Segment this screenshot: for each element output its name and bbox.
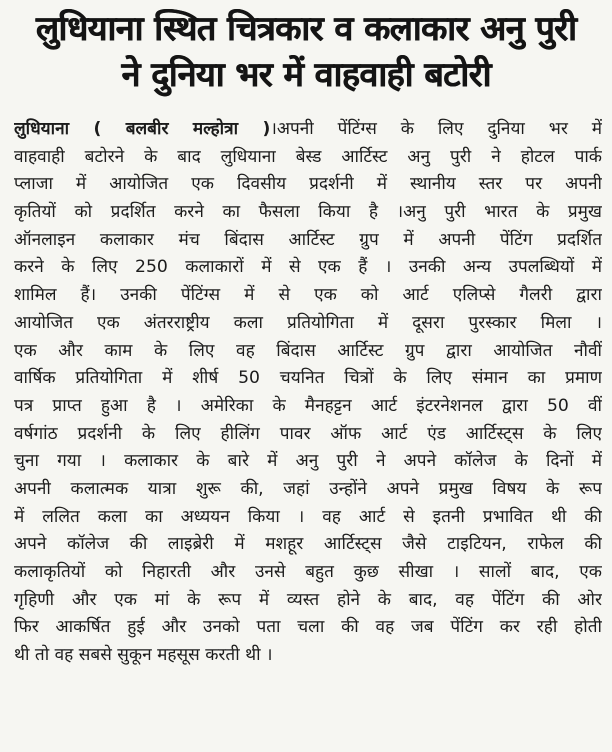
headline-line-1: लुधियाना स्थित चित्रकार व कलाकार अनु पुरी [35, 9, 577, 49]
article-line: कृतियों को प्रदर्शित करने का फैसला किया है ।अनु पुरी भारत के प्रमुख [14, 202, 602, 223]
headline-line-2: ने दुनिया भर में वाहवाही बटोरी [121, 55, 491, 95]
article-line: अपने कॉलेज की लाइब्रेरी में मशहूर आर्टिस्ट्स जैसे टाइटियन, राफेल की [14, 534, 602, 555]
article-body [14, 116, 602, 670]
article-line: एक और काम के लिए वह बिंदास आर्टिस्ट ग्रुप द्वारा आयोजित नौवीं [14, 340, 602, 361]
article-line: वर्षगांठ प्रदर्शनी के लिए हीलिंग पावर ऑफ आर्ट एंड आर्टिस्ट्स के लिए [14, 423, 602, 444]
article-line: शामिल हैं। उनकी पेंटिंग्स में से एक को आर्ट एलिप्से गैलरी द्वारा [14, 285, 602, 306]
article-line [14, 116, 602, 144]
article-line-last: थी तो वह सबसे सुकून महसूस करती थी । [14, 645, 273, 666]
article-line: कलाकृतियों को निहारती और उनसे बहुत कुछ सीखा । सालों बाद, एक [14, 562, 602, 582]
article-line: प्लाजा में आयोजित एक दिवसीय प्रदर्शनी में स्थानीय स्तर पर अपनी [14, 174, 602, 195]
article-line: पत्र प्राप्त हुआ है । अमेरिका के मैनहट्टन आर्ट इंटरनेशनल द्वारा 50 वीं [14, 395, 602, 416]
article-line: करने के लिए 250 कलाकारों में से एक हैं । उनकी अन्य उपलब्धियों में [14, 257, 602, 278]
headline [10, 6, 602, 106]
article-line: में ललित कला का अध्ययन किया । वह आर्ट से इतनी प्रभावित थी की [14, 506, 602, 527]
article-line: अपनी कलात्मक यात्रा शुरू की, जहां उन्होंने अपने प्रमुख विषय के रूप [14, 478, 602, 499]
article-line: वार्षिक प्रतियोगिता में शीर्ष 50 चयनित चित्रों के लिए संमान का प्रमाण [14, 368, 602, 389]
dateline: लुधियाना ( बलबीर मल्होत्रा ) [14, 119, 271, 139]
article-line: वाहवाही बटोरने के बाद लुधियाना बेस्ड आर्टिस्ट अनु पुरी ने होटल पार्क [14, 146, 602, 167]
article-line-text: ।अपनी पेंटिंग्स के लिए दुनिया भर में [270, 119, 602, 139]
article-line: आयोजित एक अंतरराष्ट्रीय कला प्रतियोगिता में दूसरा पुरस्कार मिला । [14, 312, 602, 333]
article-line: चुना गया । कलाकार के बारे में अनु पुरी ने अपने कॉलेज के दिनों में [14, 451, 602, 472]
article-line: ऑनलाइन कलाकार मंच बिंदास आर्टिस्ट ग्रुप में अपनी पेंटिंग प्रदर्शित [14, 229, 602, 250]
article-line: फिर आकर्षित हुई और उनको पता चला की वह जब पेंटिंग कर रही होती [14, 617, 602, 638]
article-line: गृहिणी और एक मां के रूप में व्यस्त होने के बाद, वह पेंटिंग की ओर [14, 589, 602, 610]
